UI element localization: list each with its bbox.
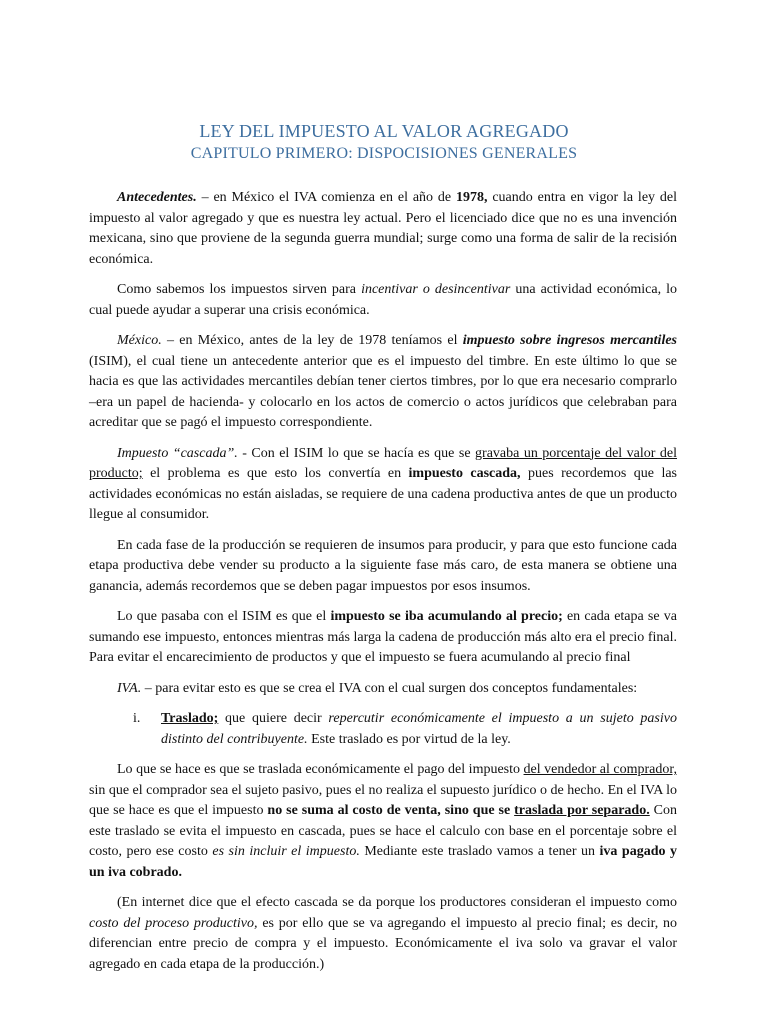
text: que quiere decir [218, 711, 329, 726]
label-mexico: México. [117, 333, 162, 348]
document-title: LEY DEL IMPUESTO AL VALOR AGREGADO [199, 121, 569, 141]
text: sin que el comprador sea el sujeto pasivo, pues el no realiza el supuesto jurídico o de hecho. En el IVA lo que se hace es que el impuesto [89, 782, 677, 818]
label-iva: IVA. [117, 680, 142, 696]
paragraph-isim [89, 607, 677, 669]
term-traslado: Traslado; [161, 711, 219, 726]
document-body [89, 188, 677, 985]
text: es por ello que se va agregando el impuesto al precio final; es decir, no diferencian entre precio de compra y el impuesto. Económicamente el iva solo va gravar el valor agregado en cada etapa de la producción.) [89, 915, 677, 972]
paragraph-mexico [89, 331, 677, 434]
text: – en México el IVA comienza en el año de [196, 190, 456, 205]
year-bold: 1978, [455, 190, 488, 205]
text: el problema es que esto los convertía en [142, 466, 409, 481]
paragraph-fases: En cada fase de la producción se requieren de insumos para producir, y para que esto funcione cada etapa productiva debe vender su producto a la siguiente fase más caro, de esta manera se obtiene una ganancia, además recordemos que se deben pagar impuestos por esos insumos. [89, 537, 677, 594]
underlined-text: del vendedor al comprador, [523, 762, 677, 777]
emphasis: es sin incluir el impuesto. [212, 844, 360, 859]
paragraph-traslado [89, 760, 677, 883]
text: Lo que se hace es que se traslada económicamente el pago del impuesto [117, 762, 524, 777]
text: pues recordemos que las actividades económicas no están aisladas, se requiere de una cadena productiva antes de que un producto llegue al consumidor. [89, 466, 677, 522]
bold-text: impuesto se iba acumulando al precio; [330, 609, 563, 624]
text: - Con el ISIM lo que se hacía es que se [237, 445, 476, 461]
bold-text: iva pagado y un iva cobrado. [89, 844, 677, 880]
text: (ISIM), el cual tiene un antecedente anterior que es el impuesto del timbre. En este último lo que se hacia es que las actividades mercantiles debían tener ciertos timbres, por lo que era necesario comprarlo –era un papel de hacienda- y colocarlo en los actos de comercio o actos jurídicos que celebraban para acreditar que se pagó el impuesto correspondiente. [89, 353, 677, 430]
paragraph-cascada [89, 444, 677, 526]
text: cuando entra en vigor la ley del impuesto al valor agregado y que es nuestra ley actual. Pero el licenciado dice que no es una invención mexicana, sino que proviene de la segunda guerra mundial; surge como una forma de salir de la recisión económica. [89, 190, 678, 267]
text: Este traslado es por virtud de la ley. [307, 731, 511, 747]
emphasis: incentivar o desincentivar [361, 282, 511, 297]
bold-underlined-text: traslada por separado. [514, 803, 650, 818]
text: Mediante este traslado vamos a tener un [359, 844, 600, 859]
label-antecedentes: Antecedentes. [117, 190, 197, 205]
emphasis-isim: impuesto sobre ingresos mercantiles [462, 333, 677, 348]
text: Como sabemos los impuestos sirven para [117, 282, 362, 297]
list-item [89, 709, 677, 750]
emphasis: costo del proceso productivo, [89, 915, 258, 931]
text: Lo que pasaba con el ISIM es que el [117, 609, 331, 624]
text: Con este traslado se evita el impuesto en cascada, pues se hace el calculo con base en el porcentaje sobre el costo, pero ese costo [89, 803, 677, 859]
paragraph-iva [89, 679, 677, 700]
label-cascada: Impuesto “cascada”. [117, 445, 238, 461]
text: (En internet dice que el efecto cascada se da porque los productores consideran el impuesto como [117, 895, 677, 910]
bold-text: impuesto cascada, [408, 466, 521, 481]
emphasis: repercutir económicamente el impuesto a un sujeto pasivo distinto del contribuyente. [161, 711, 677, 747]
paragraph-antecedentes [89, 188, 677, 270]
list-number: i. [133, 711, 141, 726]
paragraph-internet [89, 893, 677, 975]
bold-text: no se suma al costo de venta, sino que se [267, 803, 515, 818]
underlined-text: gravaba un porcentaje del valor del producto; [89, 445, 678, 481]
chapter-subtitle: CAPITULO PRIMERO: DISPOCISIONES GENERALES [190, 145, 578, 162]
text: – para evitar esto es que se crea el IVA con el cual surgen dos conceptos fundamentales: [141, 680, 638, 696]
text: – en México, antes de la ley de 1978 teníamos el [161, 333, 463, 348]
paragraph-impuestos [89, 280, 677, 321]
text: en cada etapa se va sumando ese impuesto, entonces mientras más larga la cadena de producción más alto era el precio final. Para evitar el encarecimiento de productos y que el impuesto se fuera acumulando al precio final [89, 609, 678, 665]
text: una actividad económica, lo cual puede ayudar a superar una crisis económica. [89, 282, 677, 318]
